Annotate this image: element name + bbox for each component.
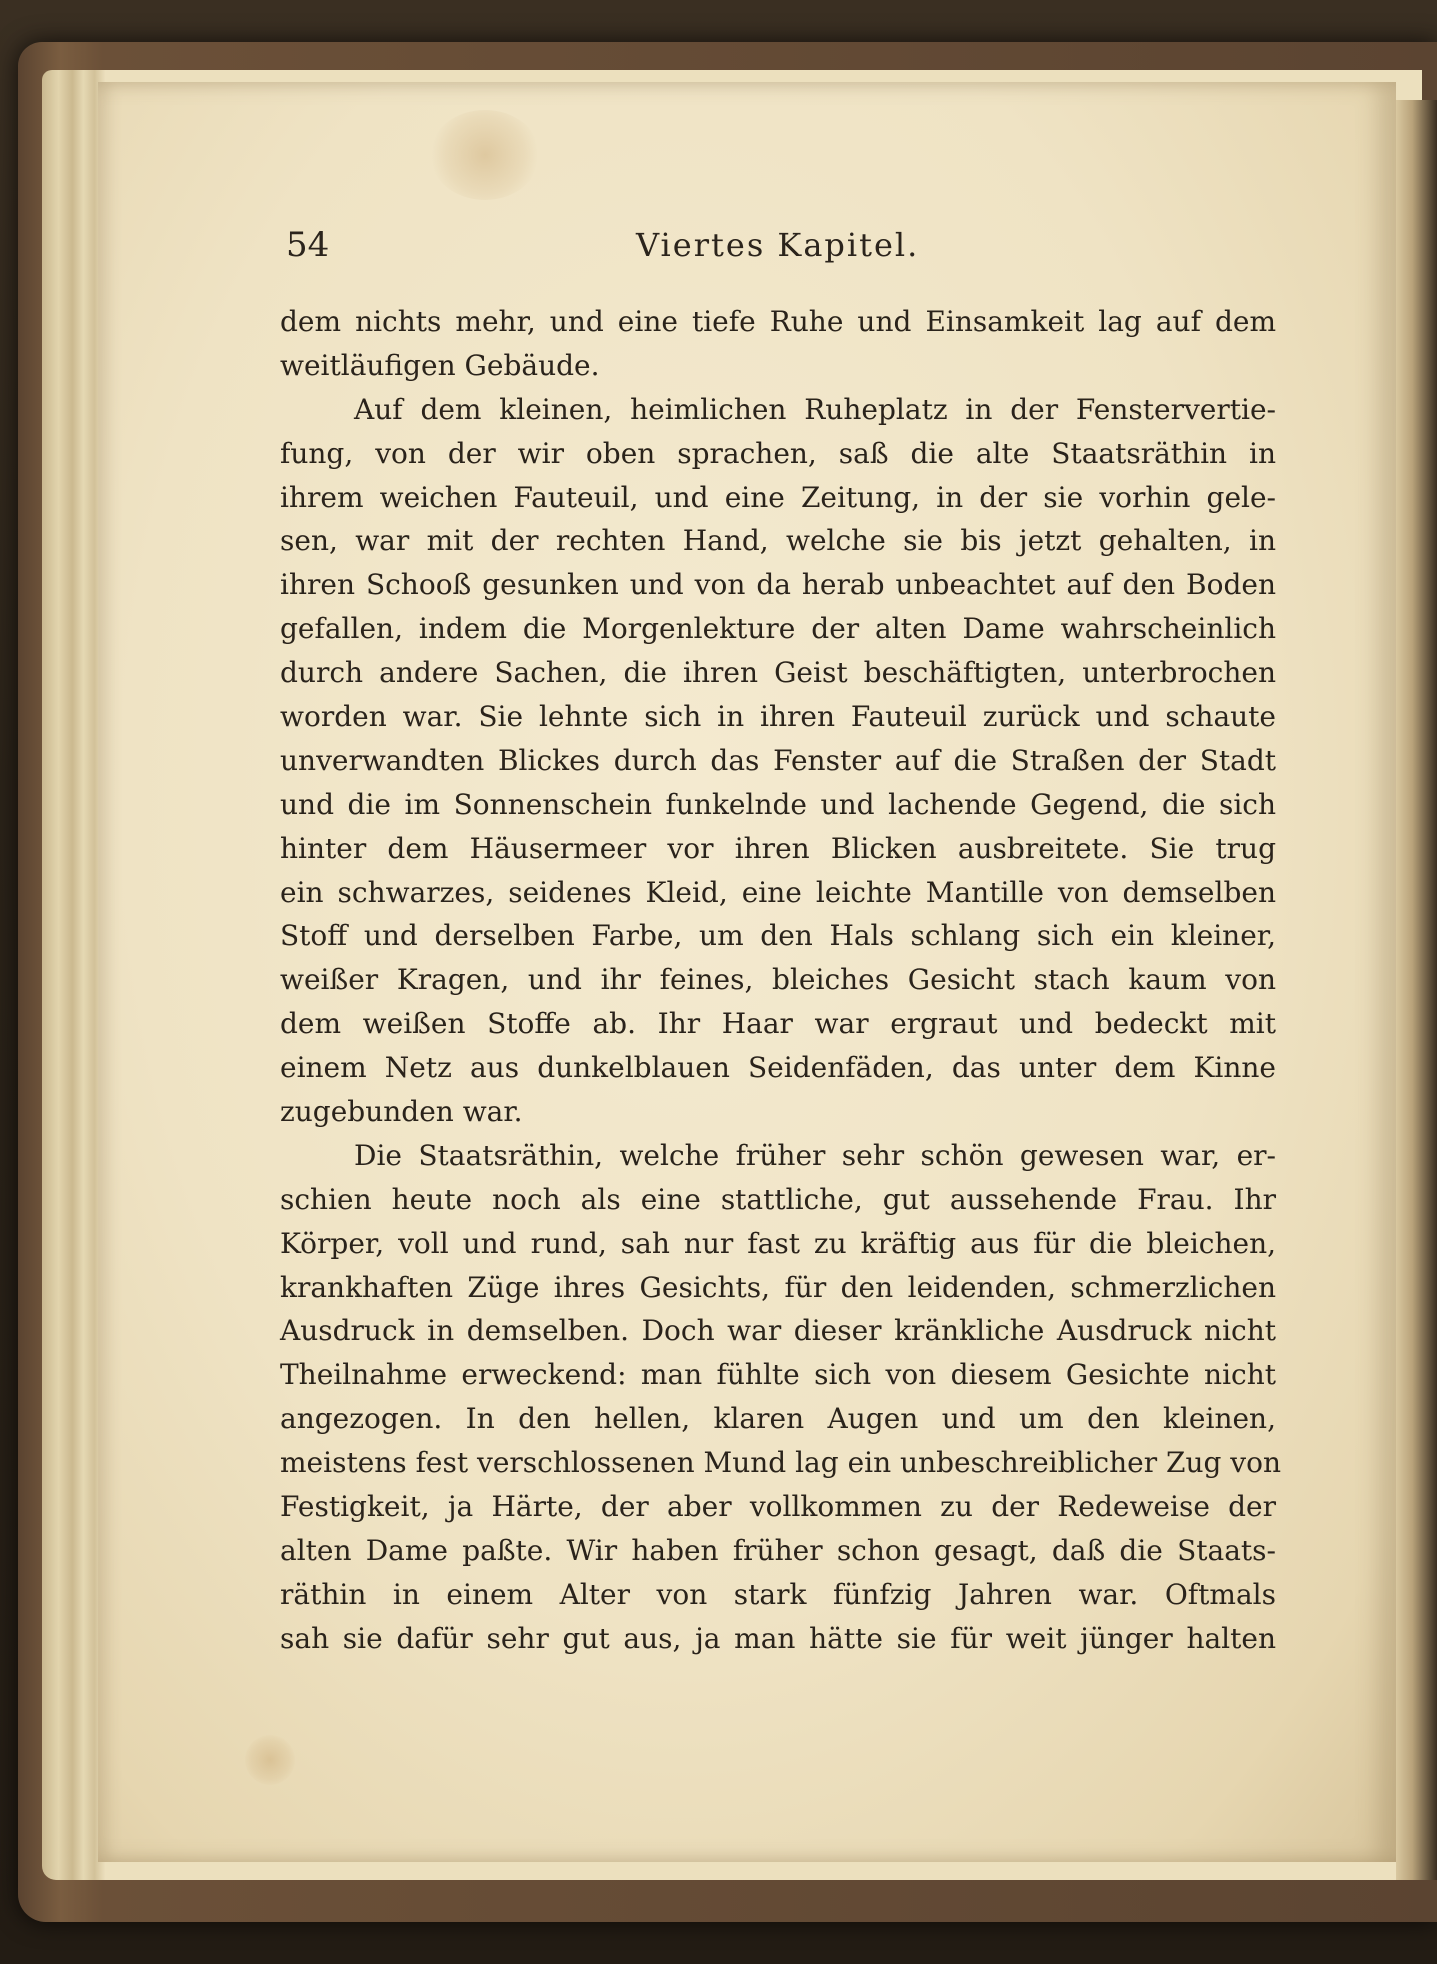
text-line: zugebunden war.: [280, 1095, 523, 1129]
text-line: sah sie dafür sehr gut aus, ja man hätte sie für weit jünger halten: [280, 1621, 1276, 1655]
age-stain: [245, 1735, 295, 1785]
text-line: worden war. Sie lehnte sich in ihren Fauteuil zurück und schaute: [280, 700, 1276, 734]
text-line: krankhaften Züge ihres Gesichts, für den leidenden, schmerzlichen: [280, 1270, 1276, 1304]
text-line: angezogen. In den hellen, klaren Augen und um den kleinen,: [280, 1402, 1276, 1436]
text-line: weitläufigen Gebäude.: [280, 348, 600, 382]
text-line: gefallen, indem die Morgenlekture der alten Dame wahrscheinlich: [280, 612, 1276, 646]
text-line: und die im Sonnenschein funkelnde und lachende Gegend, die sich: [280, 787, 1276, 821]
text-line: Körper, voll und rund, sah nur fast zu kräftig aus für die bleichen,: [280, 1226, 1276, 1260]
text-line: einem Netz aus dunkelblauen Seidenfäden, das unter dem Kinne: [280, 1051, 1276, 1085]
text-line: sen, war mit der rechten Hand, welche sie bis jetzt gehalten, in: [280, 524, 1276, 558]
text-line: ein schwarzes, seidenes Kleid, eine leichte Mantille von demselben: [280, 875, 1276, 909]
text-line: schien heute noch als eine stattliche, gut aussehende Frau. Ihr: [280, 1182, 1276, 1216]
text-line: Ausdruck in demselben. Doch war dieser kränkliche Ausdruck nicht: [280, 1314, 1276, 1348]
text-line: hinter dem Häusermeer vor ihren Blicken ausbreitete. Sie trug: [280, 831, 1276, 865]
text-line: durch andere Sachen, die ihren Geist beschäftigten, unterbrochen: [280, 656, 1276, 690]
text-line: fung, von der wir oben sprachen, saß die alte Staatsräthin in: [280, 436, 1276, 470]
text-line: ihren Schooß gesunken und von da herab unbeachtet auf den Boden: [280, 568, 1276, 602]
text-line: weißer Kragen, und ihr feines, bleiches Gesicht stach kaum von: [280, 963, 1276, 997]
body-text: [280, 300, 1282, 1661]
age-stain: [430, 110, 540, 200]
text-line: meistens fest verschlossenen Mund lag ein unbeschreiblicher Zug von: [280, 1446, 1282, 1480]
text-line: räthin in einem Alter von stark fünfzig Jahren war. Oftmals: [280, 1577, 1276, 1611]
text-line: Festigkeit, ja Härte, der aber vollkommen zu der Redeweise der: [280, 1490, 1276, 1524]
page-number: 54: [286, 225, 330, 265]
page-gutter: [1396, 100, 1437, 1880]
text-line: alten Dame paßte. Wir haben früher schon gesagt, daß die Staats-: [280, 1533, 1276, 1567]
text-line: unverwandten Blickes durch das Fenster auf die Straßen der Stadt: [280, 743, 1276, 777]
page-header: [286, 222, 1276, 272]
text-line: Die Staatsräthin, welche früher sehr schön gewesen war, er-: [354, 1138, 1276, 1172]
text-line: dem nichts mehr, und eine tiefe Ruhe und Einsamkeit lag auf dem: [280, 305, 1276, 338]
text-line: Theilnahme erweckend: man fühlte sich von diesem Gesichte nicht: [280, 1358, 1276, 1392]
text-line: ihrem weichen Fauteuil, und eine Zeitung, in der sie vorhin gele-: [280, 480, 1276, 514]
text-line: dem weißen Stoffe ab. Ihr Haar war ergraut und bedeckt mit: [280, 1007, 1276, 1041]
text-line: Stoff und derselben Farbe, um den Hals schlang sich ein kleiner,: [280, 919, 1276, 953]
running-title: Viertes Kapitel.: [636, 226, 920, 264]
text-line: Auf dem kleinen, heimlichen Ruheplatz in der Fenstervertie-: [354, 392, 1276, 426]
